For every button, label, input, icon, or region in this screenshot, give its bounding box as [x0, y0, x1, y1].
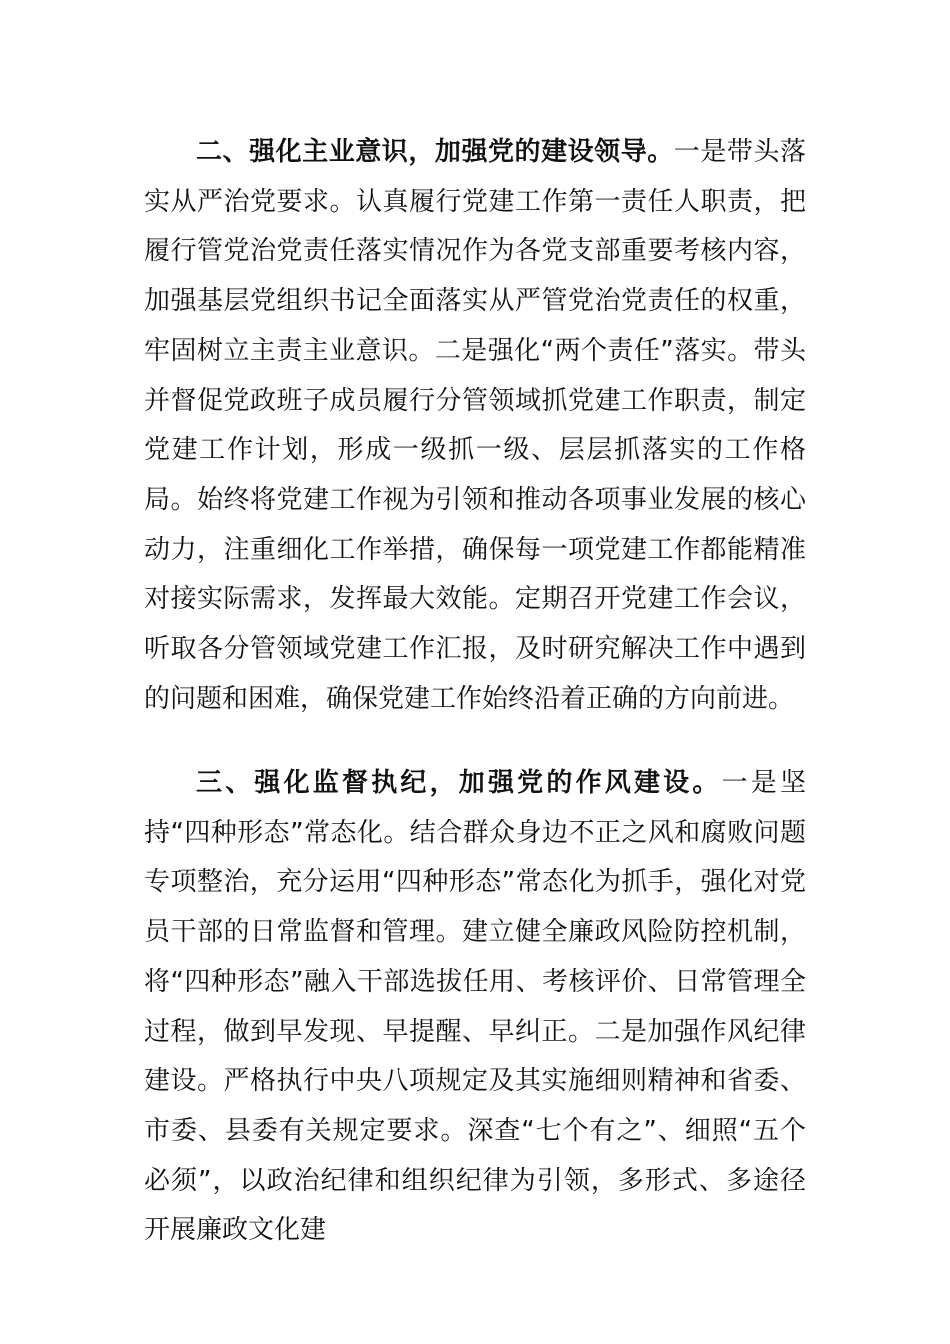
section-three-body: 一是坚持“四种形态”常态化。结合群众身边不正之风和腐败问题专项整治，充分运用“四种形态”常态化为抓手，强化对党员干部的日常监督和管理。建立健全廉政风险防控机制，将“四种形态”融入干部选拔任用、考核评价、日常管理全过程，做到早发现、早提醒、早纠正。二是加强作风纪律建设。严格执行中央八项规定及其实施细则精神和省委、市委、县委有关规定要求。深查“七个有之”、细照“五个必须”，以政治纪律和组织纪律为引领，多形式、多途径开展廉政文化建 [144, 768, 806, 1246]
section-two-heading: 二、强化主业意识，加强党的建设领导。 [196, 137, 674, 167]
section-two-body: 一是带头落实从严治党要求。认真履行党建工作第一责任人职责，把履行管党治党责任落实情况作为各党支部重要考核内容，加强基层党组织书记全面落实从严管党治党责任的权重，牢固树立主责主业意识。二是强化“两个责任”落实。带头并督促党政班子成员履行分管领域抓党建工作职责，制定党建工作计划，形成一级抓一级、层层抓落实的工作格局。始终将党建工作视为引领和推动各项事业发展的核心动力，注重细化工作举措，确保每一项党建工作都能精准对接实际需求，发挥最大效能。定期召开党建工作会议，听取各分管领域党建工作汇报，及时研究解决工作中遇到的问题和困难，确保党建工作始终沿着正确的方向前进。 [144, 137, 806, 714]
section-two-paragraph [144, 128, 806, 724]
section-three-paragraph [144, 759, 806, 1256]
section-three-heading: 三、强化监督执纪，加强党的作风建设。 [196, 768, 722, 798]
